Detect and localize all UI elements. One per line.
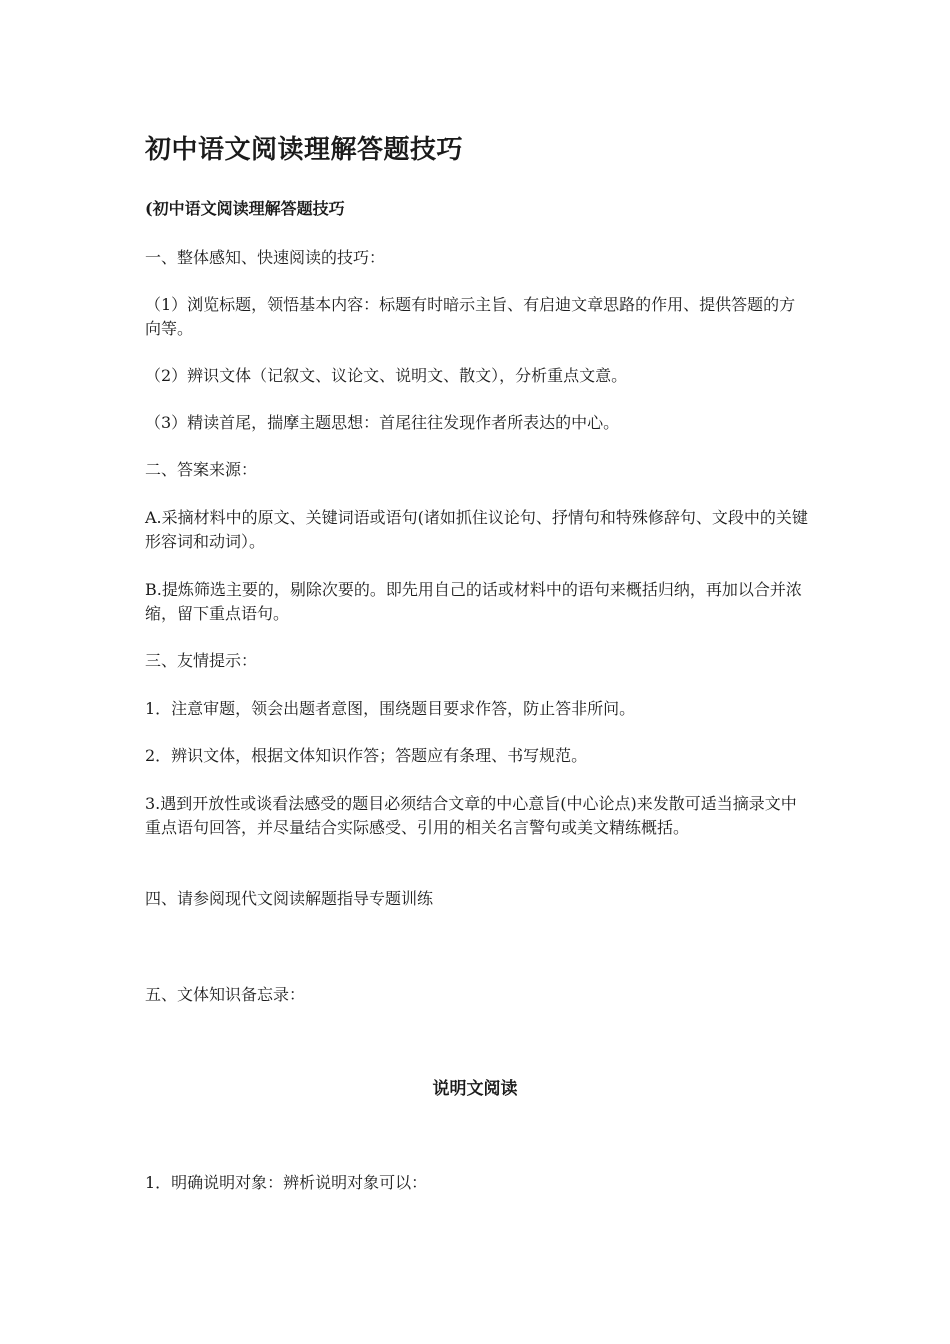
paragraph-read-beginning-end: （3）精读首尾，揣摩主题思想：首尾往往发现作者所表达的中心。 xyxy=(145,413,620,432)
document-title: 初中语文阅读理解答题技巧 xyxy=(145,135,464,165)
document-subtitle: (初中语文阅读理解答题技巧 xyxy=(145,199,345,218)
paragraph-browse-title: （1）浏览标题，领悟基本内容：标题有时暗示主旨、有启迪文章思路的作用、提供答题的方向等。 xyxy=(145,295,796,338)
section-heading-expository-reading: 说明文阅读 xyxy=(432,1079,518,1099)
paragraph-tip-three: 3.遇到开放性或谈看法感受的题目必须结合文章的中心意旨(中心论点)来发散可适当摘录文中重点语句回答，并尽量结合实际感受、引用的相关名言警句或美文精练概括。 xyxy=(145,794,797,837)
paragraph-tip-two: 2．辨识文体，根据文体知识作答；答题应有条理、书写规范。 xyxy=(145,746,588,765)
paragraph-section-three-heading: 三、友情提示： xyxy=(145,651,258,670)
paragraph-section-one-heading: 一、整体感知、快速阅读的技巧： xyxy=(145,248,386,267)
paragraph-section-five: 五、文体知识备忘录： xyxy=(145,985,306,1004)
paragraph-answer-source-a: A.采摘材料中的原文、关键词语或语句(诸如抓住议论句、抒情句和特殊修辞句、文段中的关键形容词和动词）。 xyxy=(145,508,808,551)
paragraph-section-two-heading: 二、答案来源： xyxy=(145,460,258,479)
paragraph-section-four: 四、请参阅现代文阅读解题指导专题训练 xyxy=(145,889,434,908)
paragraph-answer-source-b: B.提炼筛选主要的，剔除次要的。即先用自己的话或材料中的语句来概括归纳，再加以合并浓缩，留下重点语句。 xyxy=(145,580,802,623)
paragraph-clarify-object: 1．明确说明对象：辨析说明对象可以： xyxy=(145,1173,428,1192)
paragraph-identify-genre: （2）辨识文体（记叙文、议论文、说明文、散文），分析重点文意。 xyxy=(145,366,628,385)
paragraph-tip-one: 1．注意审题，领会出题者意图，围绕题目要求作答，防止答非所问。 xyxy=(145,699,636,718)
